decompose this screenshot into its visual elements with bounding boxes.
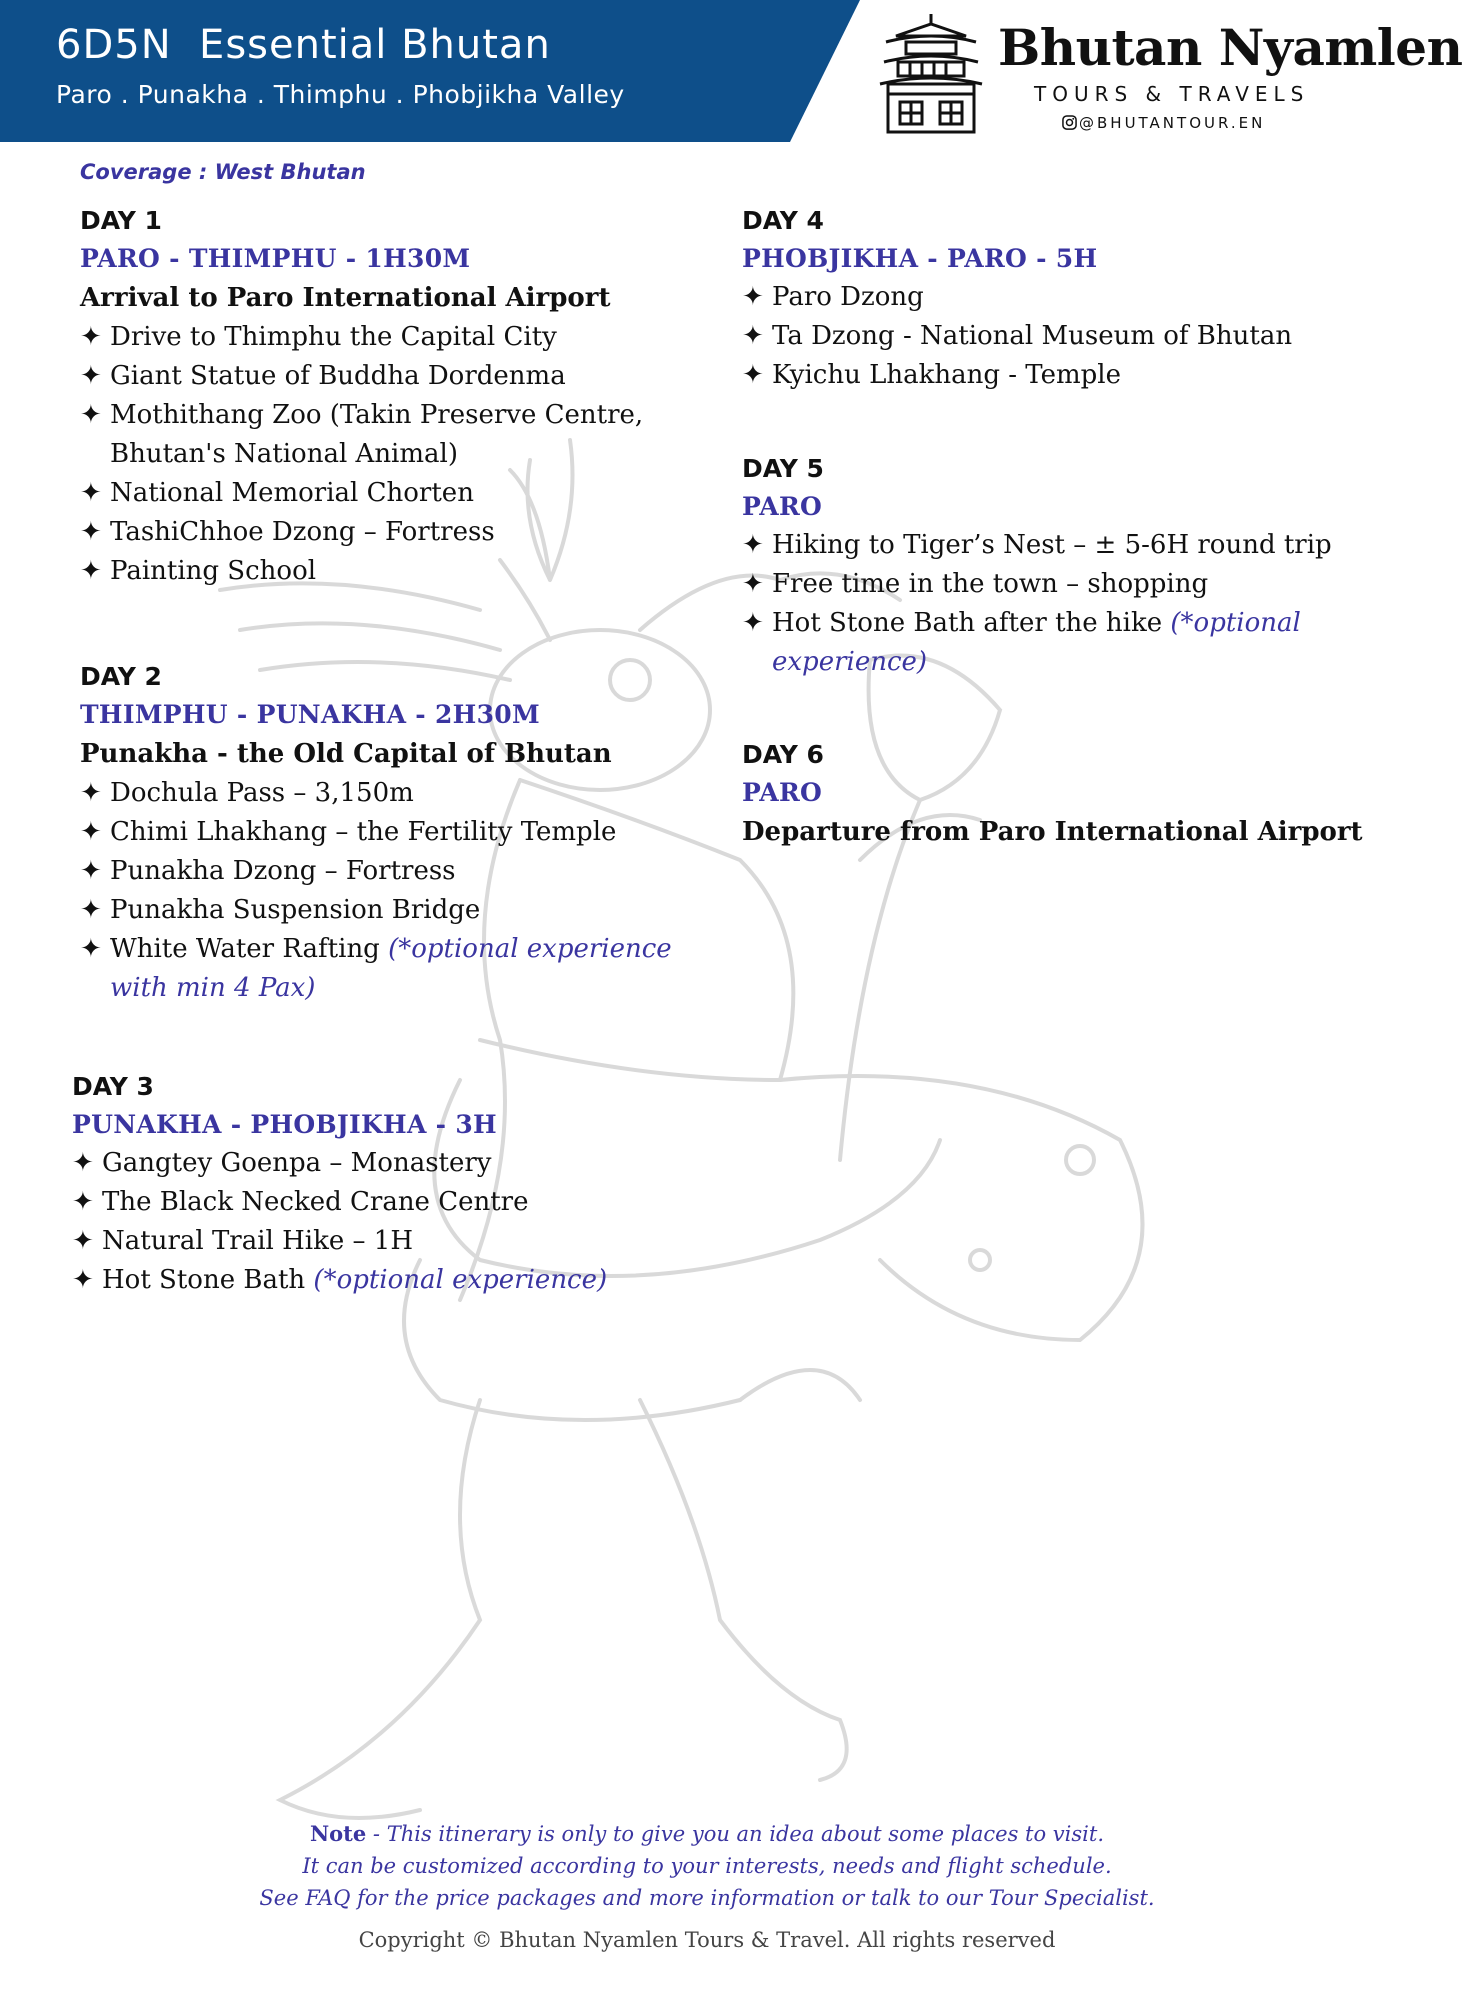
list-item [72, 1261, 712, 1300]
star-bullet-icon: ✦ [72, 1226, 94, 1256]
list-item [80, 930, 720, 1008]
brand-instagram[interactable] [1062, 114, 1265, 132]
list-item [80, 891, 720, 930]
day-headline: Arrival to Paro International Airport [80, 283, 611, 313]
item-text: Mothithang Zoo (Takin Preserve Centre, Bhutan's National Animal) [110, 400, 644, 469]
list-item [72, 1144, 712, 1183]
star-bullet-icon: ✦ [80, 478, 102, 508]
day-label: DAY 3 [72, 1072, 154, 1101]
day-items [742, 526, 1382, 682]
day-6 [742, 736, 1402, 852]
star-bullet-icon: ✦ [80, 817, 102, 847]
item-text: Hiking to Tiger’s Nest – ± 5-6H round trip [772, 530, 1332, 560]
day-label: DAY 1 [80, 206, 162, 235]
instagram-icon [1062, 115, 1077, 130]
instagram-handle: @BHUTANTOUR.EN [1079, 114, 1266, 132]
day-label: DAY 6 [742, 740, 824, 769]
star-bullet-icon: ✦ [742, 321, 764, 351]
list-item [72, 1222, 712, 1261]
star-bullet-icon: ✦ [742, 360, 764, 390]
brand-name: Bhutan Nyamlen [998, 18, 1462, 77]
list-item [80, 852, 720, 891]
day-route: PARO [742, 778, 823, 807]
day-headline: Punakha - the Old Capital of Bhutan [80, 739, 612, 769]
item-text: Punakha Suspension Bridge [110, 895, 481, 925]
item-text: Giant Statue of Buddha Dordenma [110, 361, 566, 391]
day-items [80, 318, 720, 591]
item-text: Kyichu Lhakhang - Temple [772, 360, 1122, 390]
day-headline: Departure from Paro International Airport [742, 817, 1363, 847]
item-text: Hot Stone Bath after the hike [772, 608, 1171, 638]
coverage-label: Coverage : West Bhutan [80, 160, 366, 184]
star-bullet-icon: ✦ [72, 1187, 94, 1217]
note-line-3: See FAQ for the price packages and more information or talk to our Tour Specialist. [259, 1886, 1155, 1910]
star-bullet-icon: ✦ [80, 778, 102, 808]
optional-note: (*optional experience) [313, 1265, 608, 1295]
day-5 [742, 450, 1382, 682]
star-bullet-icon: ✦ [742, 608, 764, 638]
note-label: Note [309, 1821, 367, 1846]
brand-logo [868, 10, 1462, 140]
item-text: Free time in the town – shopping [772, 569, 1209, 599]
item-text: White Water Rafting [110, 934, 389, 964]
day-label: DAY 4 [742, 206, 824, 235]
optional-note: (*optional experience) [772, 608, 1301, 677]
item-text: Natural Trail Hike – 1H [102, 1226, 413, 1256]
star-bullet-icon: ✦ [72, 1265, 94, 1295]
note-text-1: - This itinerary is only to give you an idea about some places to visit. [366, 1822, 1104, 1846]
day-1 [80, 202, 720, 591]
page-subtitle: Paro . Punakha . Thimphu . Phobjikha Valley [56, 80, 625, 109]
day-route: PARO - THIMPHU - 1H30M [80, 244, 471, 273]
item-text: The Black Necked Crane Centre [102, 1187, 529, 1217]
list-item [742, 278, 1382, 317]
list-item [72, 1183, 712, 1222]
list-item [80, 813, 720, 852]
star-bullet-icon: ✦ [80, 322, 102, 352]
star-bullet-icon: ✦ [80, 934, 102, 964]
star-bullet-icon: ✦ [80, 556, 102, 586]
day-3 [72, 1068, 712, 1300]
temple-icon [876, 12, 986, 137]
note-line-1 [0, 1818, 1414, 1850]
item-text: Ta Dzong - National Museum of Bhutan [772, 321, 1293, 351]
note-line-2: It can be customized according to your interests, needs and flight schedule. [302, 1854, 1112, 1878]
list-item [80, 318, 720, 357]
item-text: Dochula Pass – 3,150m [110, 778, 414, 808]
item-text: Drive to Thimphu the Capital City [110, 322, 557, 352]
item-text: Painting School [110, 556, 317, 586]
day-items [742, 278, 1382, 395]
star-bullet-icon: ✦ [80, 517, 102, 547]
item-text: TashiChhoe Dzong – Fortress [110, 517, 495, 547]
brand-tagline: TOURS & TRAVELS [1034, 82, 1310, 106]
list-item [80, 513, 720, 552]
item-text: Punakha Dzong – Fortress [110, 856, 456, 886]
list-item [80, 552, 720, 591]
star-bullet-icon: ✦ [742, 569, 764, 599]
day-4 [742, 202, 1382, 395]
optional-note: (*optional experience with min 4 Pax) [110, 934, 672, 1003]
copyright: Copyright © Bhutan Nyamlen Tours & Travel. All rights reserved [358, 1928, 1056, 1952]
day-label: DAY 5 [742, 454, 824, 483]
list-item [80, 474, 720, 513]
list-item [80, 357, 720, 396]
list-item [80, 396, 720, 474]
item-text: National Memorial Chorten [110, 478, 474, 508]
day-label: DAY 2 [80, 662, 162, 691]
item-text: Chimi Lhakhang – the Fertility Temple [110, 817, 617, 847]
day-route: THIMPHU - PUNAKHA - 2H30M [80, 700, 540, 729]
list-item [742, 604, 1382, 682]
page-title: 6D5N Essential Bhutan [56, 22, 551, 68]
star-bullet-icon: ✦ [742, 530, 764, 560]
list-item [742, 526, 1382, 565]
item-text: Paro Dzong [772, 282, 924, 312]
star-bullet-icon: ✦ [80, 400, 102, 430]
list-item [80, 774, 720, 813]
item-text: Gangtey Goenpa – Monastery [102, 1148, 492, 1178]
day-route: PARO [742, 492, 823, 521]
list-item [742, 356, 1382, 395]
day-2 [80, 658, 720, 1008]
star-bullet-icon: ✦ [80, 856, 102, 886]
day-route: PHOBJIKHA - PARO - 5H [742, 244, 1098, 273]
day-items [80, 774, 720, 1008]
itinerary-note [0, 1818, 1414, 1914]
star-bullet-icon: ✦ [80, 895, 102, 925]
star-bullet-icon: ✦ [72, 1148, 94, 1178]
list-item [742, 565, 1382, 604]
day-route: PUNAKHA - PHOBJIKHA - 3H [72, 1110, 497, 1139]
star-bullet-icon: ✦ [80, 361, 102, 391]
day-items [72, 1144, 712, 1300]
star-bullet-icon: ✦ [742, 282, 764, 312]
list-item [742, 317, 1382, 356]
item-text: Hot Stone Bath [102, 1265, 314, 1295]
